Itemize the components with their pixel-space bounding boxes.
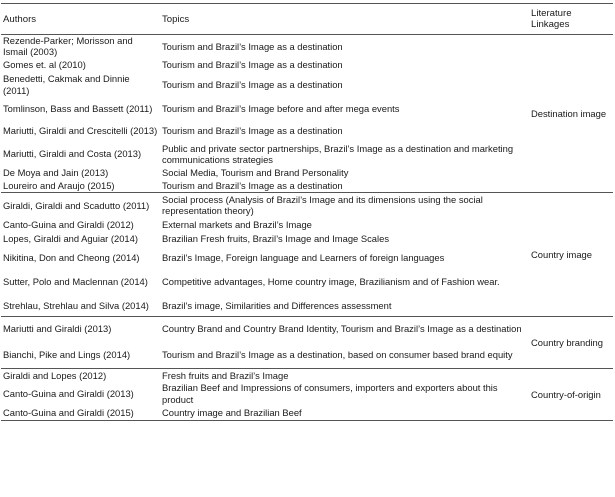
cell-authors: Bianchi, Pike and Lings (2014) [3,348,131,360]
cell-authors: Sutter, Polo and Maclennan (2014) [3,276,148,288]
cell-authors: Giraldi, Giraldi and Scadutto (2011) [3,199,150,211]
table-body [1,35,613,421]
cell-authors: De Moya and Jain (2013) [3,167,109,179]
cell-authors: Rezende-Parker; Morisson and Ismail (2003) [3,35,133,58]
cell-topic: External markets and Brazil’s Image [162,218,312,230]
cell-topic: Brazil’s Image, Foreign language and Learners of foreign languages [162,251,445,263]
table-row [1,295,613,317]
cell-topic: Country image and Brazilian Beef [162,407,302,419]
cell-authors: Canto-Guina and Giraldi (2015) [3,407,134,419]
cell-authors: Tomlinson, Bass and Bassett (2011) [3,102,153,114]
cell-authors: Benedetti, Cakmak and Dinnie (2011) [3,73,130,96]
cell-topic: Tourism and Brazil’s Image as a destination [162,125,343,137]
cell-topic: Country Brand and Country Brand Identity, Tourism and Brazil’s Image as a destination [162,323,522,335]
cell-authors: Loureiro and Araujo (2015) [3,180,115,192]
table-row [1,167,613,180]
header-row [1,4,613,35]
table-row [1,382,613,406]
table-row [1,121,613,142]
table-row [1,73,613,97]
table-header [1,4,613,35]
cell-linkage: Country image [531,248,592,260]
table-row [1,180,613,193]
cell-authors: Giraldi and Lopes (2012) [3,369,107,381]
cell-topic: Tourism and Brazil’s Image as a destination [162,59,343,71]
cell-topic: Tourism and Brazil’s Image before and after mega events [162,102,400,114]
cell-topic: Social process (Analysis of Brazil’s Image and its dimensions using the social representation theory) [162,194,483,217]
cell-authors: Mariutti and Giraldi (2013) [3,323,112,335]
table-row [1,58,613,73]
table-row [1,246,613,270]
table-row [1,193,613,218]
table-row [1,369,613,382]
cell-topic: Brazil’s image, Similarities and Differences assessment [162,299,392,311]
cell-linkage: Country-of-origin [531,388,601,400]
table-row [1,406,613,421]
cell-topic: Fresh fruits and Brazil’s Image [162,369,289,381]
table-row [1,218,613,232]
cell-authors: Strehlau, Strehlau and Silva (2014) [3,299,149,311]
cell-topic: Tourism and Brazil’s Image as a destination [162,180,343,192]
table-row [1,341,613,369]
cell-topic: Tourism and Brazil’s Image as a destination [162,78,343,90]
table-row [1,270,613,295]
cell-authors: Gomes et. al (2010) [3,59,86,71]
cell-linkage: Country branding [531,336,603,348]
header-linkages: Literature Linkages [531,8,572,30]
table-row [1,142,613,167]
table-row [1,317,613,341]
cell-authors: Lopes, Giraldi and Aguiar (2014) [3,232,138,244]
cell-topic: Social Media, Tourism and Brand Personality [162,167,349,179]
cell-authors: Mariutti, Giraldi and Crescitelli (2013) [3,125,158,137]
cell-authors: Canto-Guina and Giraldi (2012) [3,218,134,230]
cell-authors: Nikitina, Don and Cheong (2014) [3,251,140,263]
table-row [1,232,613,246]
cell-authors: Mariutti, Giraldi and Costa (2013) [3,148,142,160]
literature-table [1,3,613,421]
cell-authors: Canto-Guina and Giraldi (2013) [3,387,134,399]
cell-topic: Tourism and Brazil’s Image as a destination, based on consumer based brand equity [162,348,513,360]
cell-linkage: Destination image [531,107,607,119]
table-row [1,97,613,121]
header-topics: Topics [162,13,190,25]
cell-topic: Competitive advantages, Home country image, Brazilianism and of Fashion wear. [162,276,500,288]
cell-topic: Brazilian Fresh fruits, Brazil’s Image and Image Scales [162,232,390,244]
cell-topic: Public and private sector partnerships, Brazil’s Image as a destination and marketing communications strategies [162,142,514,165]
cell-topic: Brazilian Beef and Impressions of consumers, importers and exporters about this product [162,382,498,405]
header-authors: Authors [3,13,37,25]
cell-topic: Tourism and Brazil’s Image as a destination [162,40,343,52]
table-row [1,35,613,58]
